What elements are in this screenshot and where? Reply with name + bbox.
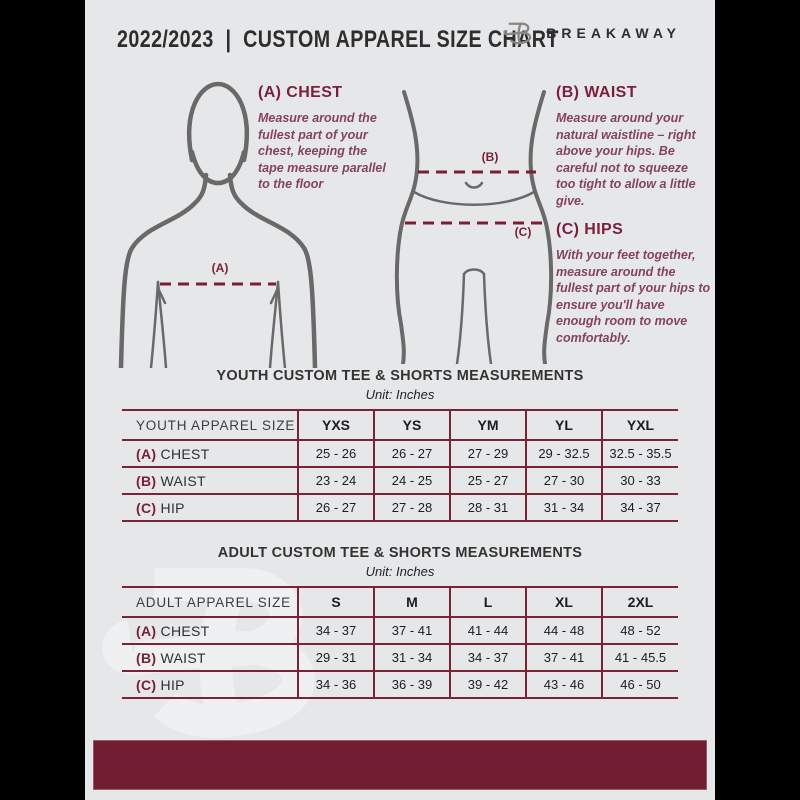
measure-cell: 36 - 39 bbox=[374, 671, 450, 698]
size-col-header: YM bbox=[450, 410, 526, 440]
size-col-header: YS bbox=[374, 410, 450, 440]
measure-cell: 26 - 27 bbox=[298, 494, 374, 521]
size-col-header: M bbox=[374, 587, 450, 617]
table-row bbox=[122, 467, 678, 494]
measure-cell: 28 - 31 bbox=[450, 494, 526, 521]
measure-cell: 34 - 37 bbox=[298, 617, 374, 644]
size-col-header: XL bbox=[526, 587, 602, 617]
measure-row-label: (B) WAIST bbox=[122, 644, 298, 671]
measure-cell: 27 - 29 bbox=[450, 440, 526, 467]
waist-line-label: (B) bbox=[481, 150, 499, 164]
adult-table-unit: Unit: Inches bbox=[365, 564, 435, 579]
measure-cell: 25 - 26 bbox=[298, 440, 374, 467]
measure-cell: 37 - 41 bbox=[374, 617, 450, 644]
table-row bbox=[122, 440, 678, 467]
footer-bar bbox=[93, 740, 707, 790]
size-chart-page bbox=[85, 0, 715, 800]
hips-body: With your feet together, measure around the fullest part of your hips to ensure you'll have enough room to move comfortably. bbox=[556, 248, 711, 345]
measure-cell: 29 - 32.5 bbox=[526, 440, 602, 467]
measure-cell: 27 - 30 bbox=[526, 467, 602, 494]
measure-cell: 37 - 41 bbox=[526, 644, 602, 671]
measure-cell: 44 - 48 bbox=[526, 617, 602, 644]
measure-cell: 29 - 31 bbox=[298, 644, 374, 671]
size-col-header: S bbox=[298, 587, 374, 617]
table-row bbox=[122, 671, 678, 698]
measure-row-label: (C) HIP bbox=[122, 671, 298, 698]
measure-cell: 48 - 52 bbox=[602, 617, 678, 644]
measure-cell: 34 - 37 bbox=[602, 494, 678, 521]
measure-cell: 34 - 37 bbox=[450, 644, 526, 671]
adult-table-title: ADULT CUSTOM TEE & SHORTS MEASUREMENTS bbox=[217, 545, 583, 561]
measure-cell: 39 - 42 bbox=[450, 671, 526, 698]
youth-size-table bbox=[122, 409, 678, 522]
size-col-header: YL bbox=[526, 410, 602, 440]
measure-cell: 41 - 44 bbox=[450, 617, 526, 644]
table-row bbox=[122, 494, 678, 521]
measure-cell: 27 - 28 bbox=[374, 494, 450, 521]
youth-table-unit: Unit: Inches bbox=[365, 387, 435, 402]
table-header-row bbox=[122, 410, 678, 440]
chest-heading: (A) CHEST bbox=[258, 84, 343, 101]
table-header-row bbox=[122, 587, 678, 617]
breakaway-logo-icon bbox=[502, 18, 536, 48]
hips-heading: (C) HIPS bbox=[556, 221, 624, 238]
adult-size-table bbox=[122, 586, 678, 699]
page-title: 2022/2023 | CUSTOM APPAREL SIZE CHART bbox=[117, 26, 559, 53]
measure-cell: 34 - 36 bbox=[298, 671, 374, 698]
measure-row-label: (A) CHEST bbox=[122, 440, 298, 467]
size-col-header: YXL bbox=[602, 410, 678, 440]
hip-line-label: (C) bbox=[514, 225, 532, 239]
measure-cell: 43 - 46 bbox=[526, 671, 602, 698]
youth-table-title: YOUTH CUSTOM TEE & SHORTS MEASUREMENTS bbox=[216, 368, 584, 384]
adult-section bbox=[85, 545, 715, 699]
measure-cell: 31 - 34 bbox=[374, 644, 450, 671]
measure-cell: 23 - 24 bbox=[298, 467, 374, 494]
measure-row-label: (B) WAIST bbox=[122, 467, 298, 494]
waist-hip-figure bbox=[388, 82, 560, 364]
size-col-header: L bbox=[450, 587, 526, 617]
chest-line-label: (A) bbox=[211, 261, 229, 275]
waist-heading: (B) WAIST bbox=[556, 84, 637, 101]
adult-size-header: ADULT APPAREL SIZE bbox=[122, 587, 298, 617]
table-row bbox=[122, 617, 678, 644]
measure-row-label: (A) CHEST bbox=[122, 617, 298, 644]
brand-name: BREAKAWAY bbox=[546, 25, 681, 41]
measure-cell: 24 - 25 bbox=[374, 467, 450, 494]
brand-logo bbox=[502, 18, 681, 48]
measure-cell: 25 - 27 bbox=[450, 467, 526, 494]
size-col-header: 2XL bbox=[602, 587, 678, 617]
measure-row-label: (C) HIP bbox=[122, 494, 298, 521]
youth-size-header: YOUTH APPAREL SIZE bbox=[122, 410, 298, 440]
waist-body: Measure around your natural waistline – right above your hips. Be careful not to squeeze too tight to allow a little give. bbox=[556, 111, 696, 208]
measure-cell: 30 - 33 bbox=[602, 467, 678, 494]
measure-cell: 41 - 45.5 bbox=[602, 644, 678, 671]
measure-cell: 26 - 27 bbox=[374, 440, 450, 467]
chest-body: Measure around the fullest part of your chest, keeping the tape measure parallel to the floor bbox=[258, 111, 386, 191]
hips-instructions bbox=[556, 221, 711, 346]
size-col-header: YXS bbox=[298, 410, 374, 440]
measure-cell: 32.5 - 35.5 bbox=[602, 440, 678, 467]
measure-cell: 31 - 34 bbox=[526, 494, 602, 521]
chest-instructions bbox=[258, 84, 390, 193]
table-row bbox=[122, 644, 678, 671]
measure-cell: 46 - 50 bbox=[602, 671, 678, 698]
youth-section bbox=[85, 368, 715, 522]
waist-instructions bbox=[556, 84, 708, 209]
